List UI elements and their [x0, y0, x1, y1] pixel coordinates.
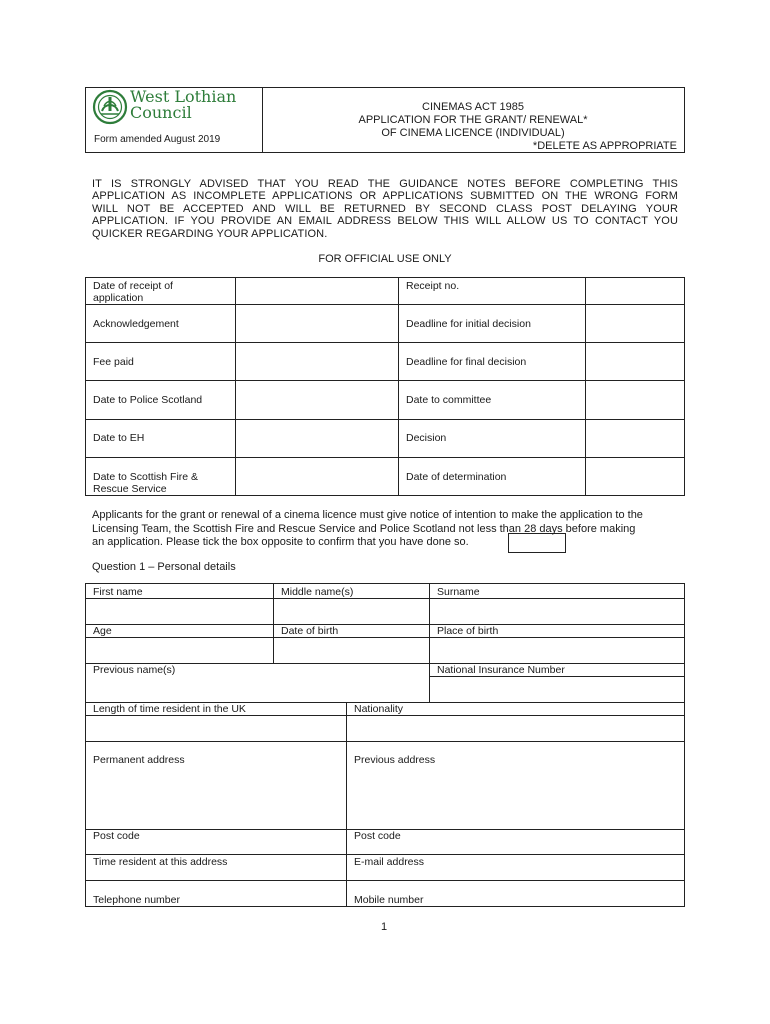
- official-label-receipt-no: Receipt no.: [406, 280, 460, 292]
- council-logo: [92, 88, 252, 128]
- logo-text-line1: West Lothian: [130, 87, 237, 106]
- official-row-divider-5: [85, 457, 685, 458]
- official-label-final-deadline: Deadline for final decision: [406, 356, 527, 368]
- title-act: CINEMAS ACT 1985: [422, 101, 524, 113]
- official-col-divider-1: [235, 277, 236, 496]
- official-label-initial-deadline: Deadline for initial decision: [406, 318, 531, 330]
- title-licence-type: OF CINEMA LICENCE (INDIVIDUAL): [381, 127, 565, 139]
- official-label-receipt-date: Date of receipt of application: [93, 280, 173, 304]
- pd-row-2: [85, 624, 685, 625]
- label-time-resident: Time resident at this address: [93, 856, 228, 868]
- tick-notice-line-1: Applicants for the grant or renewal of a cinema licence must give notice of intention to make the application to the: [92, 509, 643, 521]
- middle-names-field[interactable]: [274, 599, 428, 623]
- guidance-line-4: APPLICATION. IF YOU PROVIDE AN EMAIL ADDRESS BELOW THIS WILL ALLOW US TO CONTACT YOU: [92, 215, 678, 228]
- label-dob: Date of birth: [281, 625, 339, 637]
- dob-field[interactable]: [274, 638, 428, 662]
- official-label-fee-paid: Fee paid: [93, 356, 134, 368]
- official-row-divider-1: [85, 304, 685, 305]
- official-field-receipt-no[interactable]: [586, 278, 684, 303]
- title-application: APPLICATION FOR THE GRANT/ RENEWAL*: [358, 114, 588, 126]
- guidance-line-1: IT IS STRONGLY ADVISED THAT YOU READ THE GUIDANCE NOTES BEFORE COMPLETING THIS: [92, 178, 678, 190]
- official-label-police: Date to Police Scotland: [93, 394, 203, 406]
- previous-names-field[interactable]: [86, 677, 428, 701]
- first-name-field[interactable]: [86, 599, 272, 623]
- label-surname: Surname: [437, 586, 480, 598]
- label-permanent-address: Permanent address: [93, 754, 185, 766]
- official-label-eh: Date to EH: [93, 432, 145, 444]
- official-label-fire-rescue: Date to Scottish Fire & Rescue Service: [93, 471, 199, 495]
- logo-text-line2: Council: [130, 103, 192, 122]
- pd-row-10: [85, 854, 685, 855]
- page-number: 1: [381, 921, 388, 933]
- council-crest-icon: [92, 89, 128, 125]
- label-previous-address: Previous address: [354, 754, 436, 766]
- label-postcode-left: Post code: [93, 830, 140, 842]
- label-age: Age: [93, 625, 112, 637]
- label-nationality: Nationality: [354, 703, 404, 715]
- label-email: E-mail address: [354, 856, 425, 868]
- pd-row-8: [85, 741, 685, 742]
- form-amended-date: Form amended August 2019: [94, 134, 221, 145]
- label-place-of-birth: Place of birth: [437, 625, 499, 637]
- label-postcode-right: Post code: [354, 830, 401, 842]
- age-field[interactable]: [86, 638, 272, 662]
- guidance-line-2: APPLICATION AS INCOMPLETE APPLICATIONS OR APPLICATIONS SUBMITTED ON THE WRONG FORM: [92, 190, 678, 203]
- notice-confirm-checkbox[interactable]: [508, 533, 566, 553]
- place-of-birth-field[interactable]: [430, 638, 684, 662]
- official-use-heading: FOR OFFICIAL USE ONLY: [318, 253, 452, 265]
- official-field-receipt-date[interactable]: [236, 278, 397, 303]
- official-label-acknowledgement: Acknowledgement: [93, 318, 179, 330]
- official-label-determination: Date of determination: [406, 471, 507, 483]
- official-row-divider-3: [85, 380, 685, 381]
- label-telephone: Telephone number: [93, 894, 180, 906]
- official-col-divider-3: [585, 277, 586, 496]
- tick-notice-line-3: an application. Please tick the box opposite to confirm that you have done so.: [92, 536, 469, 548]
- label-length-resident: Length of time resident in the UK: [93, 703, 246, 715]
- tick-notice-line-2: Licensing Team, the Scottish Fire and Rescue Service and Police Scotland not less than 28 days before making: [92, 522, 636, 535]
- label-middle-names: Middle name(s): [281, 586, 354, 598]
- guidance-notice: [92, 178, 678, 240]
- official-label-decision: Decision: [406, 432, 447, 444]
- guidance-line-5: QUICKER REGARDING YOUR APPLICATION.: [92, 227, 328, 240]
- label-mobile: Mobile number: [354, 894, 424, 906]
- official-label-committee: Date to committee: [406, 394, 492, 406]
- nationality-field[interactable]: [347, 716, 684, 740]
- official-use-table: [85, 277, 685, 496]
- label-previous-names: Previous name(s): [93, 664, 176, 676]
- question1-heading: Question 1 – Personal details: [92, 561, 236, 573]
- label-ni-number: National Insurance Number: [437, 664, 565, 676]
- guidance-line-3: WILL NOT BE ACCEPTED AND WILL BE RETURNED BY SECOND CLASS POST DELAYING YOUR: [92, 202, 678, 215]
- permanent-address-field[interactable]: [86, 768, 345, 828]
- title-delete-note: *DELETE AS APPROPRIATE: [532, 140, 677, 152]
- official-row-divider-2: [85, 342, 685, 343]
- label-first-name: First name: [93, 586, 143, 598]
- surname-field[interactable]: [430, 599, 684, 623]
- length-resident-field[interactable]: [86, 716, 345, 740]
- ni-number-field[interactable]: [430, 677, 684, 701]
- pd-row-11: [85, 880, 685, 881]
- tick-notice: [92, 509, 682, 550]
- official-row-divider-4: [85, 419, 685, 420]
- previous-address-field[interactable]: [347, 768, 684, 828]
- official-col-divider-2: [398, 277, 399, 496]
